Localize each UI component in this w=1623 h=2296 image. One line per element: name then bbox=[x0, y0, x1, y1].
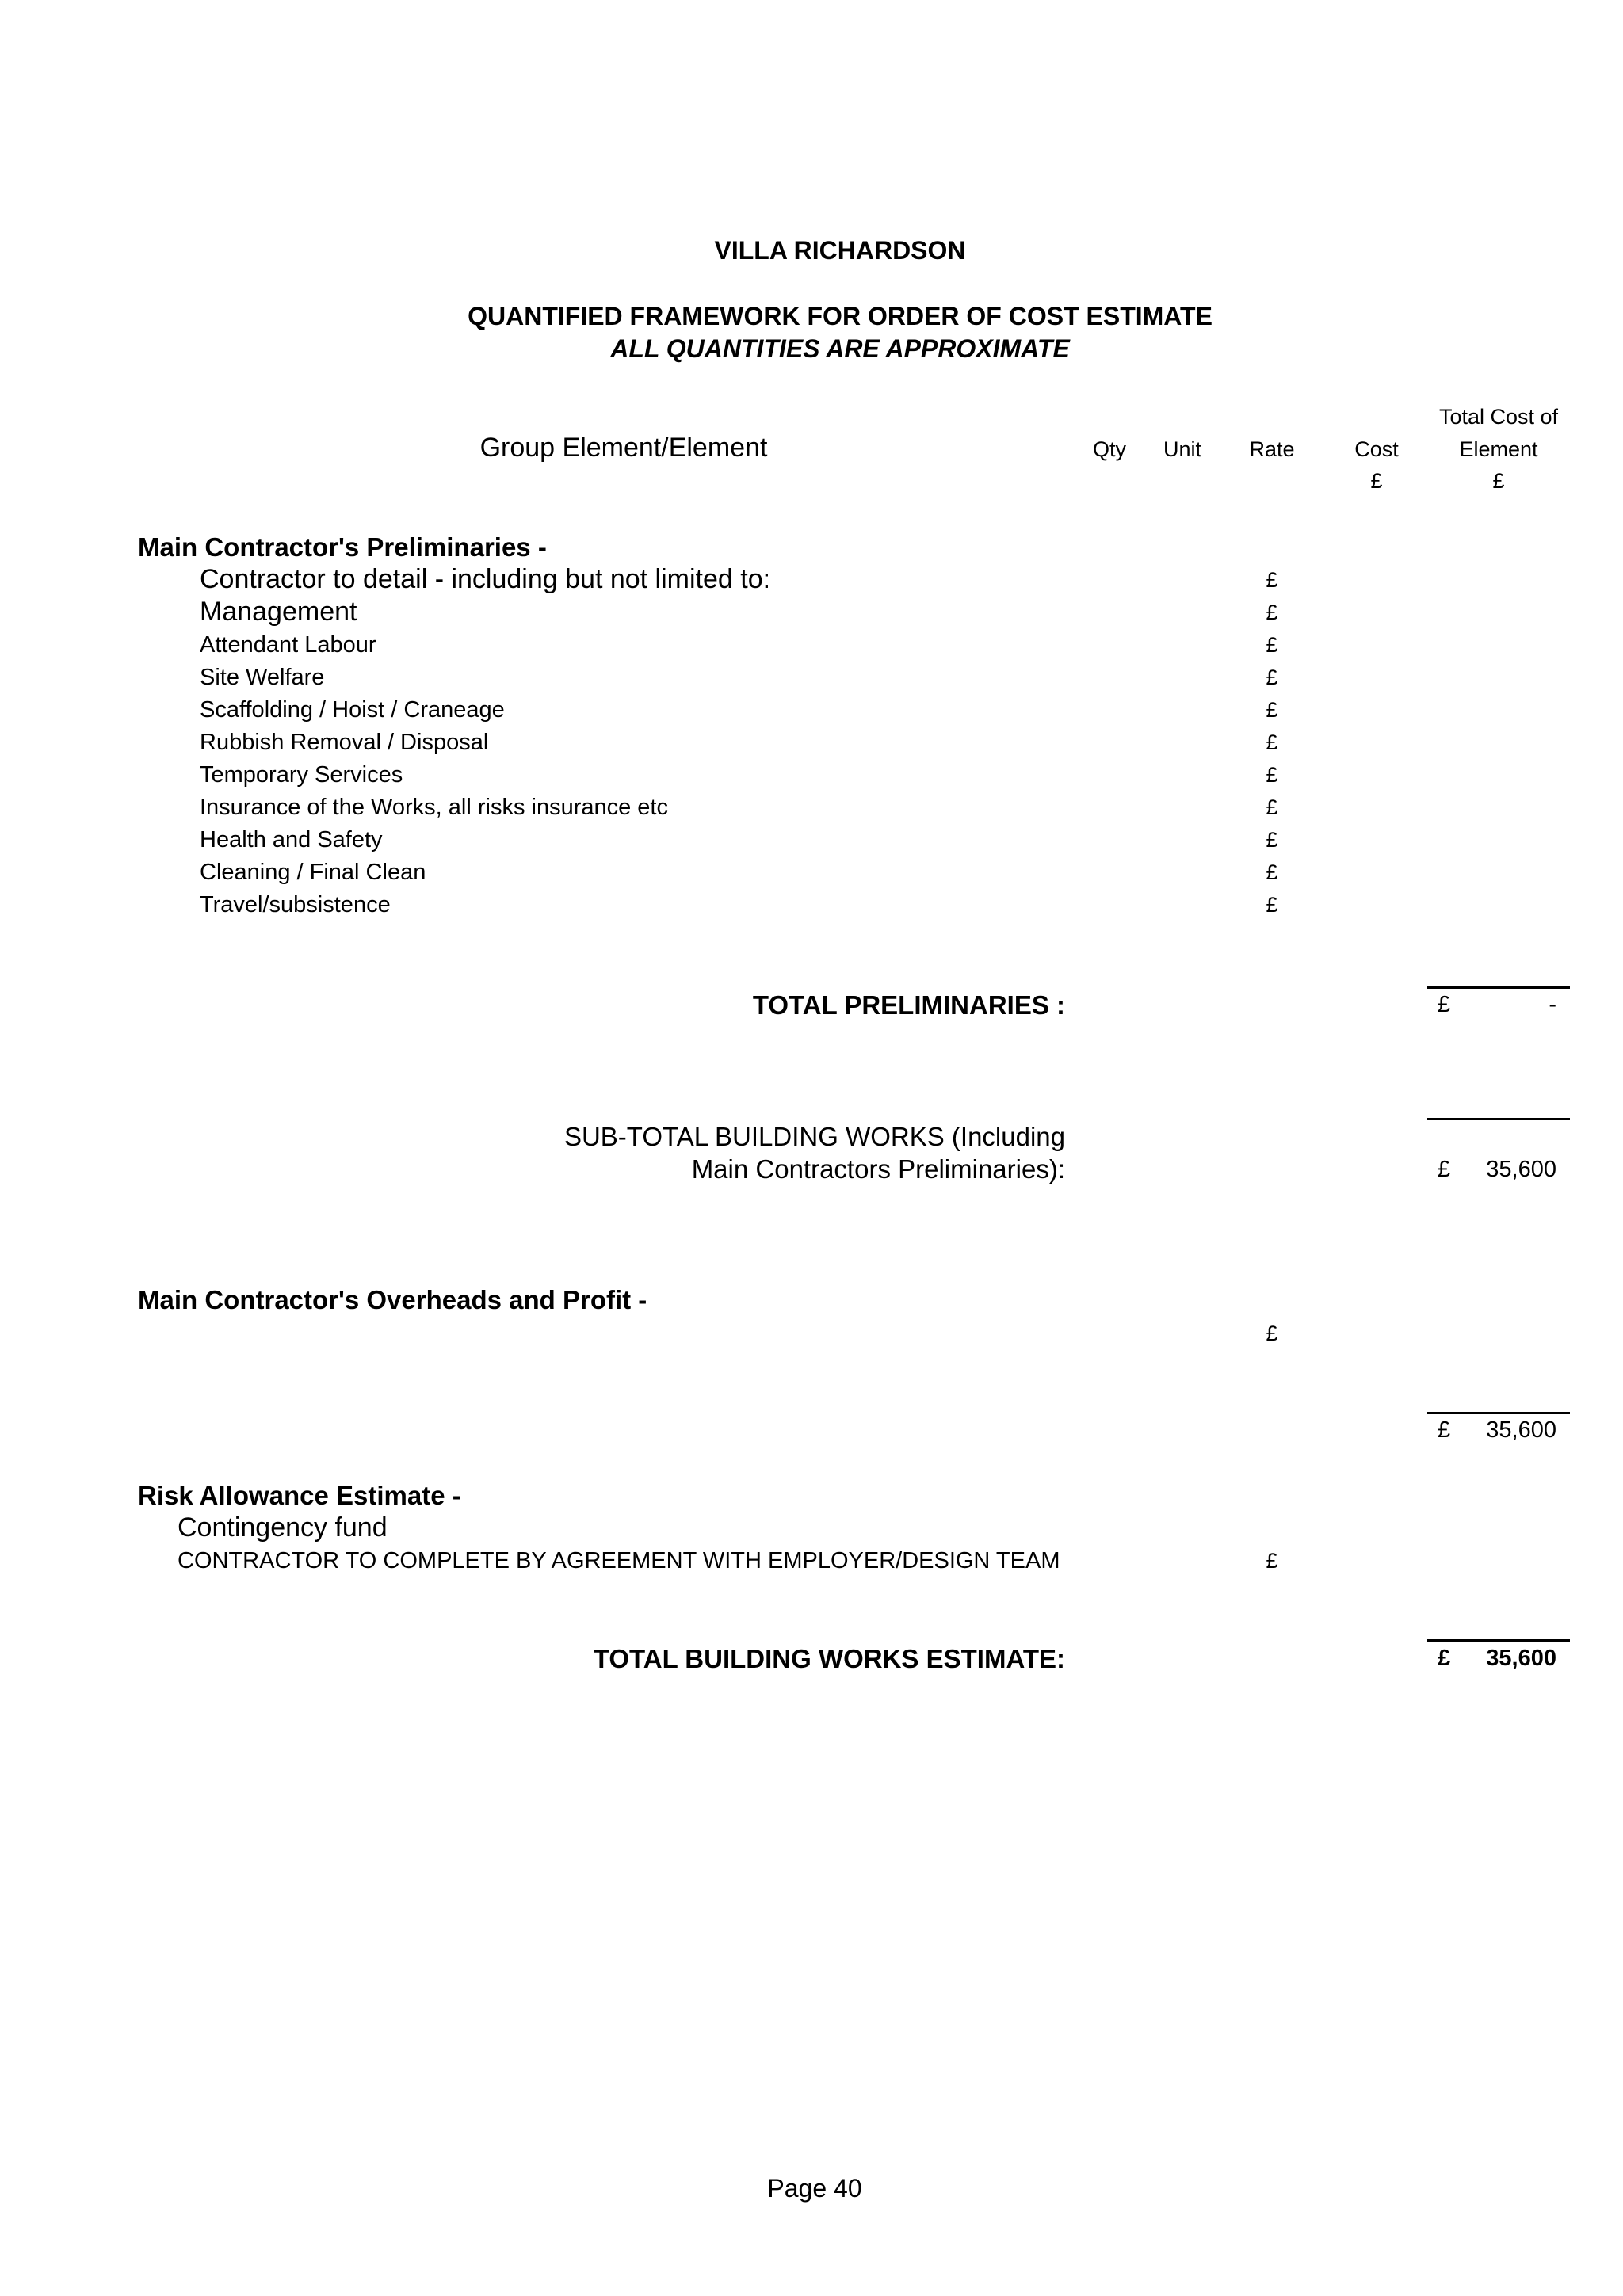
subtotal-rule bbox=[1427, 1118, 1570, 1120]
grand-total-value: 35,600 bbox=[1486, 1646, 1556, 1671]
column-header-total-currency: £ bbox=[1492, 469, 1505, 493]
column-header-rate: Rate bbox=[1249, 437, 1295, 461]
rate-cell: £ bbox=[1266, 698, 1278, 722]
list-item: Cleaning / Final Clean bbox=[200, 860, 426, 885]
rate-cell: £ bbox=[1266, 730, 1278, 754]
page-number: Page 40 bbox=[767, 2174, 862, 2203]
subtotal-label-line2: Main Contractors Preliminaries): bbox=[691, 1154, 1065, 1184]
total-preliminaries-currency: £ bbox=[1438, 992, 1451, 1017]
column-header-qty: Qty bbox=[1092, 437, 1127, 461]
list-item: Scaffolding / Hoist / Craneage bbox=[200, 697, 505, 723]
rate-cell: £ bbox=[1266, 763, 1278, 787]
list-item: Contractor to detail - including but not limited to: bbox=[200, 564, 771, 594]
column-header-total-line1: Total Cost of bbox=[1438, 405, 1559, 429]
column-header-unit: Unit bbox=[1163, 437, 1202, 461]
list-item: Site Welfare bbox=[200, 665, 325, 690]
rate-cell: £ bbox=[1266, 1322, 1278, 1345]
section-heading-risk: Risk Allowance Estimate - bbox=[138, 1481, 461, 1510]
document-subtitle: ALL QUANTITIES ARE APPROXIMATE bbox=[610, 334, 1070, 363]
list-item: Travel/subsistence bbox=[200, 892, 391, 917]
total-rule bbox=[1427, 986, 1570, 989]
column-header-cost-currency: £ bbox=[1370, 469, 1383, 493]
rate-cell: £ bbox=[1266, 633, 1278, 657]
column-header-total-line2: Element bbox=[1459, 437, 1538, 461]
overheads-value: 35,600 bbox=[1486, 1417, 1556, 1443]
document-title: QUANTIFIED FRAMEWORK FOR ORDER OF COST ESTIMATE bbox=[468, 302, 1212, 330]
list-item: Contingency fund bbox=[178, 1512, 388, 1543]
subtotal-value: 35,600 bbox=[1486, 1157, 1556, 1182]
rate-cell: £ bbox=[1266, 795, 1278, 819]
rate-cell: £ bbox=[1266, 860, 1278, 884]
grand-total-label: TOTAL BUILDING WORKS ESTIMATE: bbox=[593, 1644, 1065, 1673]
project-name: VILLA RICHARDSON bbox=[714, 236, 966, 265]
risk-note: CONTRACTOR TO COMPLETE BY AGREEMENT WITH EMPLOYER/DESIGN TEAM bbox=[178, 1548, 1060, 1573]
rate-cell: £ bbox=[1266, 568, 1278, 592]
rate-cell: £ bbox=[1266, 828, 1278, 852]
section-heading-overheads: Main Contractor's Overheads and Profit - bbox=[138, 1285, 647, 1314]
column-header-cost: Cost bbox=[1354, 437, 1399, 461]
subtotal-label-line1: SUB-TOTAL BUILDING WORKS (Including bbox=[563, 1122, 1065, 1151]
rate-cell: £ bbox=[1266, 893, 1278, 917]
list-item: Rubbish Removal / Disposal bbox=[200, 730, 489, 755]
column-header-group-element: Group Element/Element bbox=[479, 433, 768, 463]
rate-cell: £ bbox=[1266, 666, 1278, 689]
subtotal-currency: £ bbox=[1438, 1157, 1451, 1182]
grand-total-rule bbox=[1427, 1639, 1570, 1642]
total-preliminaries-value: - bbox=[1549, 992, 1556, 1017]
list-item: Management bbox=[200, 597, 357, 627]
rate-cell: £ bbox=[1266, 601, 1278, 624]
section-heading-preliminaries: Main Contractor's Preliminaries - bbox=[138, 532, 547, 562]
list-item: Health and Safety bbox=[200, 827, 383, 852]
rate-cell: £ bbox=[1266, 1549, 1278, 1573]
list-item: Insurance of the Works, all risks insurance etc bbox=[200, 795, 668, 820]
overheads-rule bbox=[1427, 1412, 1570, 1414]
list-item: Attendant Labour bbox=[200, 632, 376, 658]
total-preliminaries-label: TOTAL PRELIMINARIES : bbox=[752, 990, 1065, 1020]
list-item: Temporary Services bbox=[200, 762, 403, 788]
grand-total-currency: £ bbox=[1438, 1646, 1451, 1671]
overheads-currency: £ bbox=[1438, 1417, 1451, 1443]
